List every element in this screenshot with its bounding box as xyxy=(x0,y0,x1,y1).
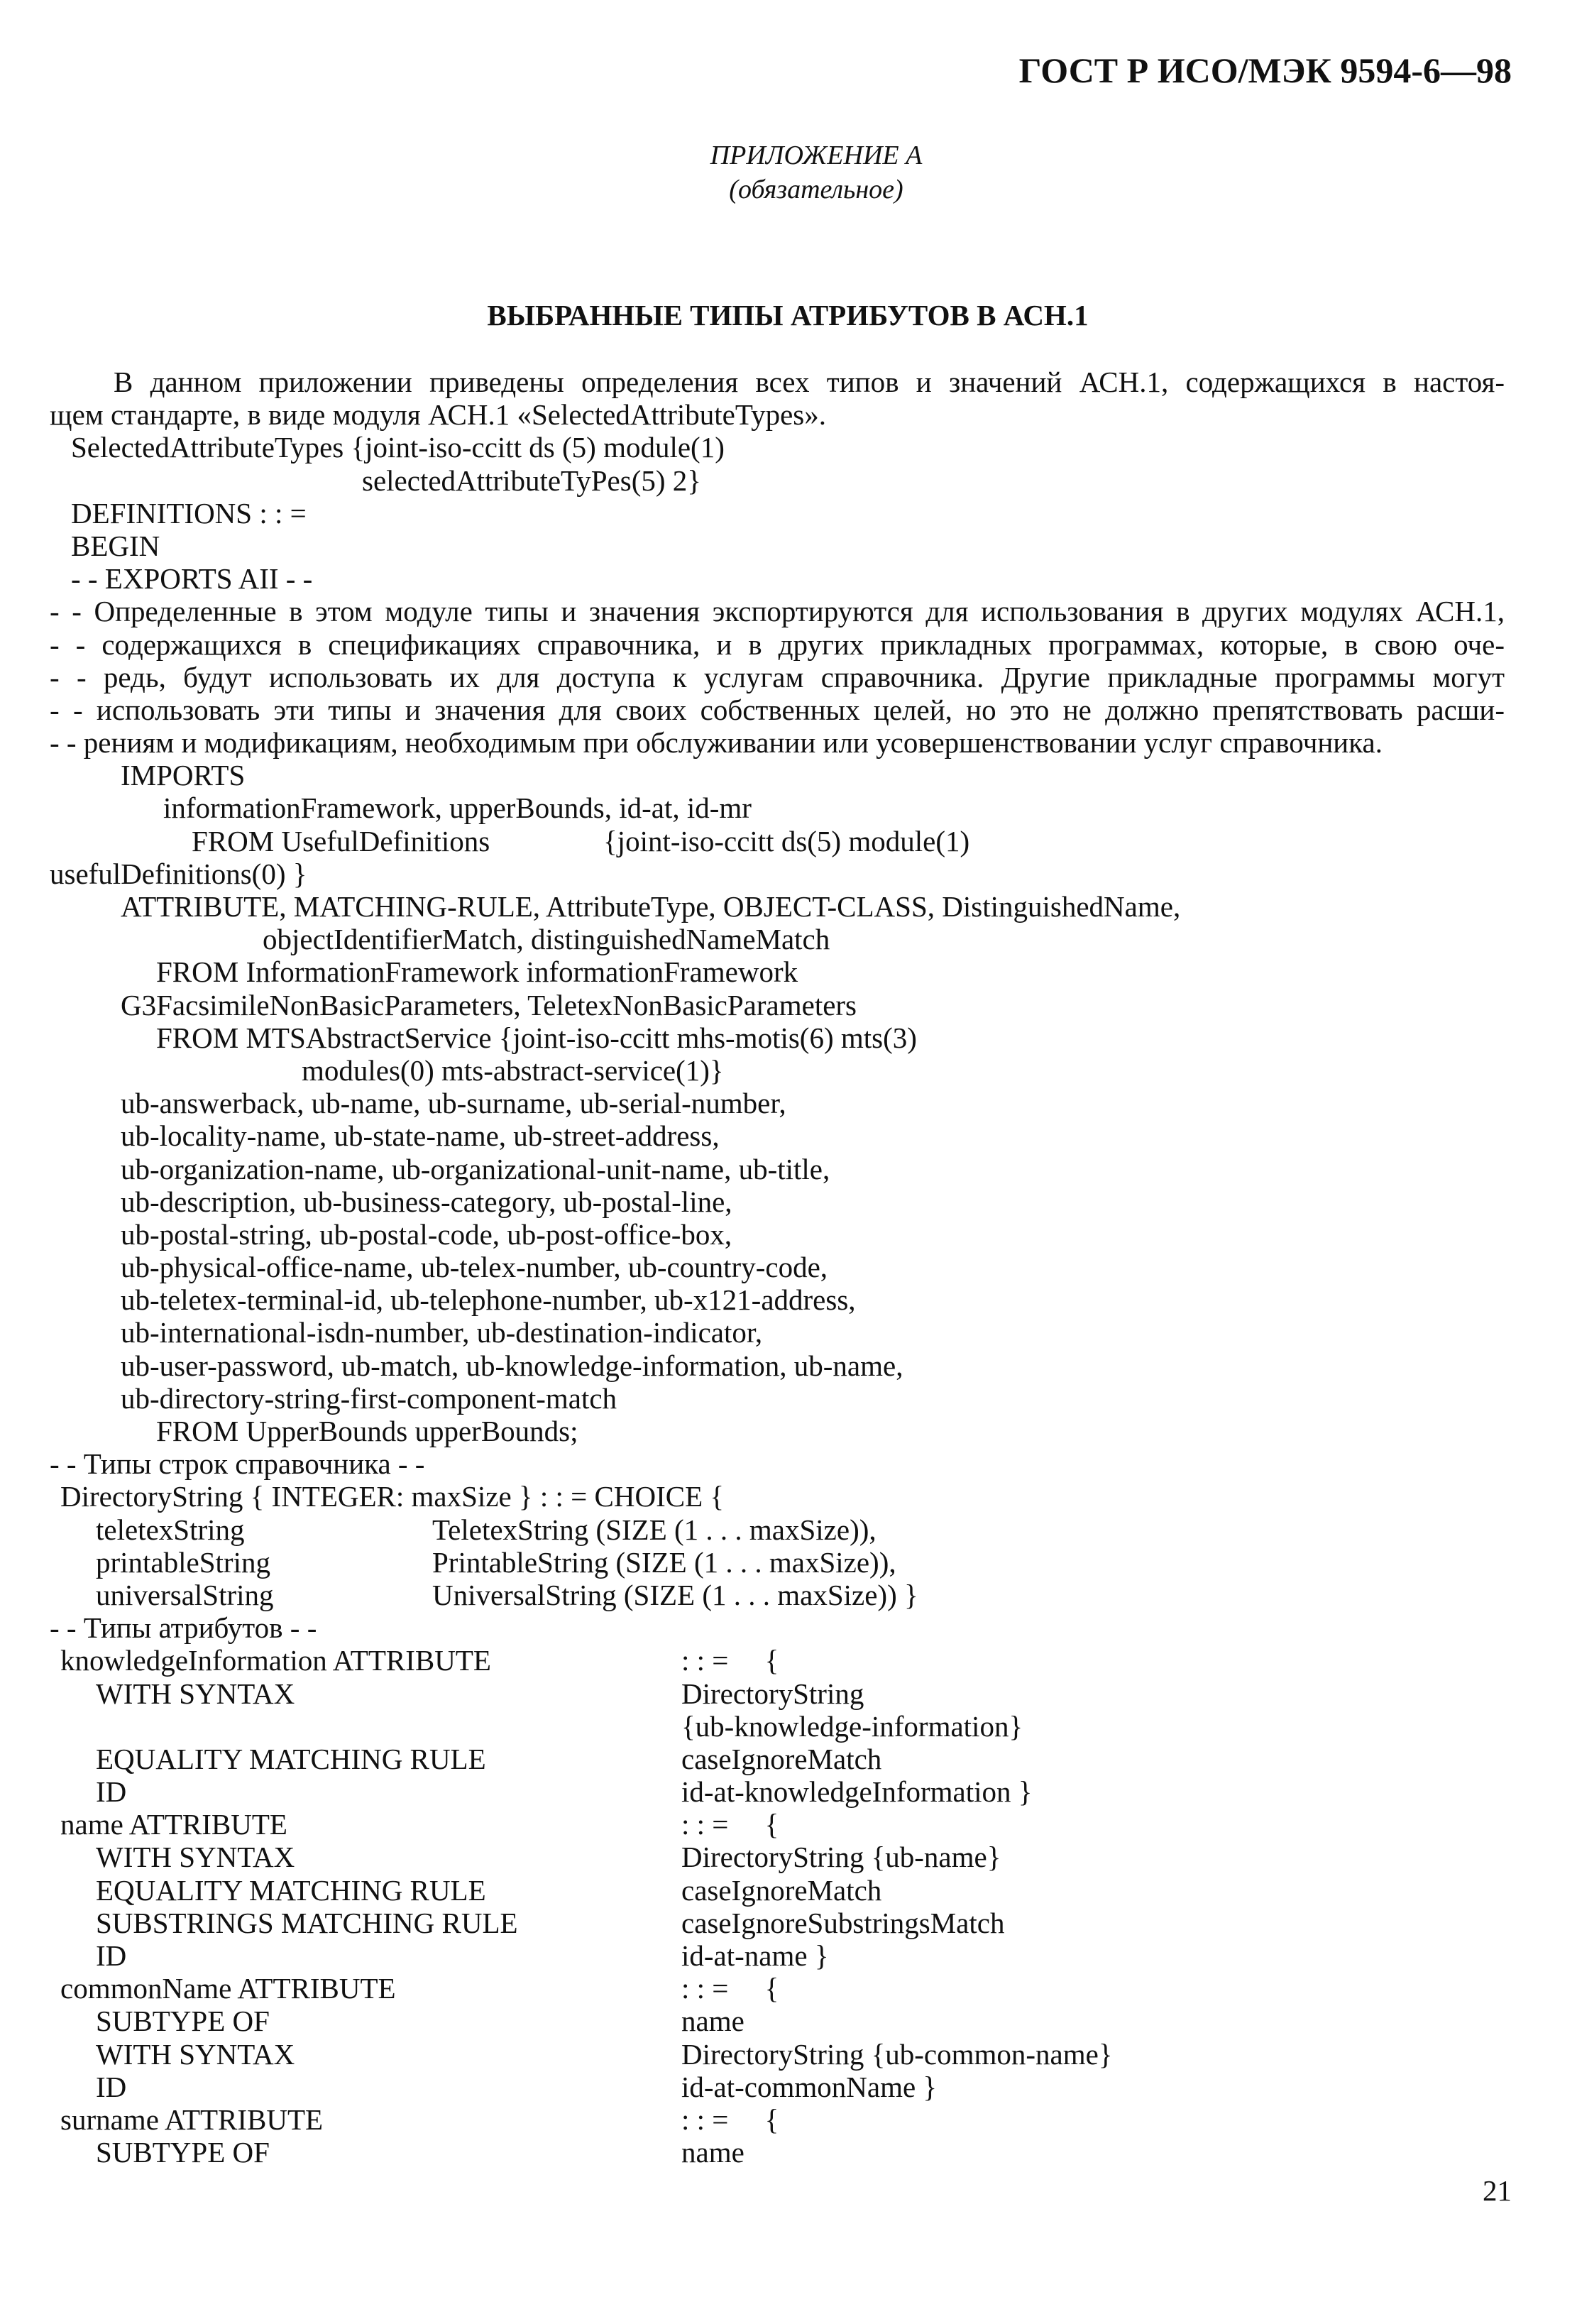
attribute-keyword: EQUALITY MATCHING RULE xyxy=(96,1742,486,1775)
exports-line: - - EXPORTS AII - - xyxy=(71,562,313,596)
attribute-keyword: surname ATTRIBUTE xyxy=(60,2103,324,2136)
attribute-value: name xyxy=(681,2005,744,2038)
import-line: usefulDefinitions(0) } xyxy=(50,857,307,890)
import-line: ub-teletex-terminal-id, ub-telephone-number, ub-x121-address, xyxy=(121,1283,856,1317)
attribute-row xyxy=(50,2005,1505,2037)
attribute-row xyxy=(50,1743,1505,1775)
annex-status: (обязательное) xyxy=(729,175,903,204)
annex-body xyxy=(50,366,1505,2169)
import-line: G3FacsimileNonBasicParameters, TeletexNonBasicParameters xyxy=(121,988,857,1021)
attribute-value: : : = { xyxy=(681,1644,779,1677)
attribute-row xyxy=(50,1907,1505,1939)
attribute-row xyxy=(50,1972,1505,2005)
import-line: ub-answerback, ub-name, ub-surname, ub-serial-number, xyxy=(121,1087,786,1120)
import-from-oid: {joint-iso-ccitt ds(5) module(1) xyxy=(603,824,970,857)
comment-line: - - редь, будут использовать их для доступа к услугам справочника. Другие прикладные программы могут xyxy=(50,660,1505,694)
import-line: ATTRIBUTE, MATCHING-RULE, AttributeType, OBJECT-CLASS, DistinguishedName, xyxy=(121,890,1181,923)
choice-name: universalString xyxy=(96,1578,274,1611)
attribute-row xyxy=(50,1874,1505,1907)
attribute-value: id-at-name } xyxy=(681,1939,829,1972)
comment-line: - - рениям и модификациям, необходимым при обслуживании или усовершенствовании услуг справочника. xyxy=(50,726,1383,760)
module-header-line: selectedAttributeTyPes(5) 2} xyxy=(362,464,701,497)
attribute-keyword: WITH SYNTAX xyxy=(96,1677,295,1710)
attribute-keyword: EQUALITY MATCHING RULE xyxy=(96,1873,486,1907)
page-number: 21 xyxy=(1483,2174,1512,2207)
import-line: ub-postal-string, ub-postal-code, ub-post-office-box, xyxy=(121,1217,732,1251)
annex-heading xyxy=(426,138,1207,207)
import-line: ub-user-password, ub-match, ub-knowledge-information, ub-name, xyxy=(121,1349,903,1382)
attribute-keyword: ID xyxy=(96,2070,127,2103)
attribute-keyword: knowledgeInformation ATTRIBUTE xyxy=(60,1644,491,1677)
attribute-keyword: name ATTRIBUTE xyxy=(60,1808,287,1841)
attribute-keyword: commonName ATTRIBUTE xyxy=(60,1972,396,2005)
attribute-keyword: SUBSTRINGS MATCHING RULE xyxy=(96,1906,518,1939)
choice-row xyxy=(50,1513,1505,1546)
import-line: informationFramework, upperBounds, id-at, id-mr xyxy=(163,791,752,825)
imports-line: IMPORTS xyxy=(121,759,246,792)
choice-row xyxy=(50,1579,1505,1611)
choice-name: teletexString xyxy=(96,1513,245,1546)
attribute-value: name xyxy=(681,2136,744,2169)
definitions-line: DEFINITIONS : : = xyxy=(71,496,307,530)
import-from-line: FROM MTSAbstractService {joint-iso-ccitt mhs-motis(6) mts(3) xyxy=(156,1021,917,1054)
attribute-row xyxy=(50,2136,1505,2169)
begin-line: BEGIN xyxy=(71,529,160,562)
import-line: ub-international-isdn-number, ub-destination-indicator, xyxy=(121,1316,763,1349)
attribute-value: id-at-commonName } xyxy=(681,2070,938,2103)
choice-header-line: DirectoryString { INTEGER: maxSize } : : = CHOICE { xyxy=(60,1480,725,1513)
import-from-line xyxy=(50,825,1505,857)
import-from-module: FROM UsefulDefinitions xyxy=(192,824,490,857)
attribute-keyword: SUBTYPE OF xyxy=(96,2136,270,2169)
standard-header: ГОСТ Р ИСО/МЭК 9594-6—98 xyxy=(1018,50,1512,90)
attribute-value: id-at-knowledgeInformation } xyxy=(681,1775,1033,1809)
import-from-line: modules(0) mts-abstract-service(1)} xyxy=(302,1053,724,1087)
import-line: ub-directory-string-first-component-match xyxy=(121,1381,617,1415)
attribute-value: caseIgnoreMatch xyxy=(681,1742,882,1775)
attribute-keyword: SUBTYPE OF xyxy=(96,2005,270,2038)
attribute-row xyxy=(50,1808,1505,1841)
attribute-row xyxy=(50,2103,1505,2136)
choice-type: PrintableString (SIZE (1 . . . maxSize)), xyxy=(432,1545,896,1579)
attribute-keyword: ID xyxy=(96,1939,127,1972)
comment-line: - - содержащихся в спецификациях справочника, и в других прикладных программах, которые, в свою оче- xyxy=(50,627,1505,661)
attribute-value: caseIgnoreSubstringsMatch xyxy=(681,1906,1005,1939)
import-line: ub-description, ub-business-category, ub-postal-line, xyxy=(121,1185,732,1218)
choice-name: printableString xyxy=(96,1545,270,1579)
attribute-value: {ub-knowledge-information} xyxy=(681,1709,1023,1743)
attribute-row xyxy=(50,1677,1505,1710)
attribute-row xyxy=(50,1841,1505,1873)
comment-line: - - Определенные в этом модуле типы и значения экспортируются для использования в других модулях АСН.1, xyxy=(50,595,1505,628)
attribute-value: DirectoryString {ub-name} xyxy=(681,1841,1001,1874)
attribute-row xyxy=(50,1644,1505,1677)
attribute-row xyxy=(50,1775,1505,1808)
attribute-row xyxy=(50,1710,1505,1743)
attribute-value: : : = { xyxy=(681,2103,779,2136)
attribute-keyword xyxy=(96,1710,681,1743)
module-header-line: SelectedAttributeTypes {joint-iso-ccitt ds (5) module(1) xyxy=(71,431,725,464)
import-line: ub-organization-name, ub-organizational-unit-name, ub-title, xyxy=(121,1152,830,1185)
import-from-line: FROM UpperBounds upperBounds; xyxy=(156,1415,578,1447)
intro-line-1: В данном приложении приведены определения всех типов и значений АСН.1, содержащихся в настоя- xyxy=(114,366,1505,398)
attribute-value: : : = { xyxy=(681,1972,779,2005)
import-line: ub-physical-office-name, ub-telex-number, ub-country-code, xyxy=(121,1251,828,1284)
attribute-value: DirectoryString xyxy=(681,1677,864,1710)
section-title: ВЫБРАННЫЕ ТИПЫ АТРИБУТОВ В АСН.1 xyxy=(487,299,1089,331)
import-line: objectIdentifierMatch, distinguishedNameMatch xyxy=(263,923,830,956)
comment-line: - - Типы атрибутов - - xyxy=(50,1611,317,1645)
annex-title: ПРИЛОЖЕНИЕ А xyxy=(710,141,923,170)
attribute-row xyxy=(50,2071,1505,2103)
import-from-line: FROM InformationFramework informationFramework xyxy=(156,955,798,989)
choice-type: TeletexString (SIZE (1 . . . maxSize)), xyxy=(432,1513,877,1546)
choice-row xyxy=(50,1546,1505,1579)
attribute-value: : : = { xyxy=(681,1808,779,1841)
attribute-value: caseIgnoreMatch xyxy=(681,1873,882,1907)
comment-line: - - Типы строк справочника - - xyxy=(50,1447,425,1481)
attribute-keyword: WITH SYNTAX xyxy=(96,2037,295,2071)
attribute-row xyxy=(50,2038,1505,2071)
choice-type: UniversalString (SIZE (1 . . . maxSize)) } xyxy=(432,1578,918,1611)
intro-line-2: щем стандарте, в виде модуля АСН.1 «SelectedAttributeTypes». xyxy=(50,398,826,432)
attribute-keyword: WITH SYNTAX xyxy=(96,1841,295,1874)
import-line: ub-locality-name, ub-state-name, ub-street-address, xyxy=(121,1119,720,1153)
attribute-value: DirectoryString {ub-common-name} xyxy=(681,2037,1113,2071)
comment-line: - - использовать эти типы и значения для своих собственных целей, но это не должно препятствовать расши- xyxy=(50,693,1505,726)
attribute-row xyxy=(50,1939,1505,1972)
attribute-keyword: ID xyxy=(96,1775,127,1809)
